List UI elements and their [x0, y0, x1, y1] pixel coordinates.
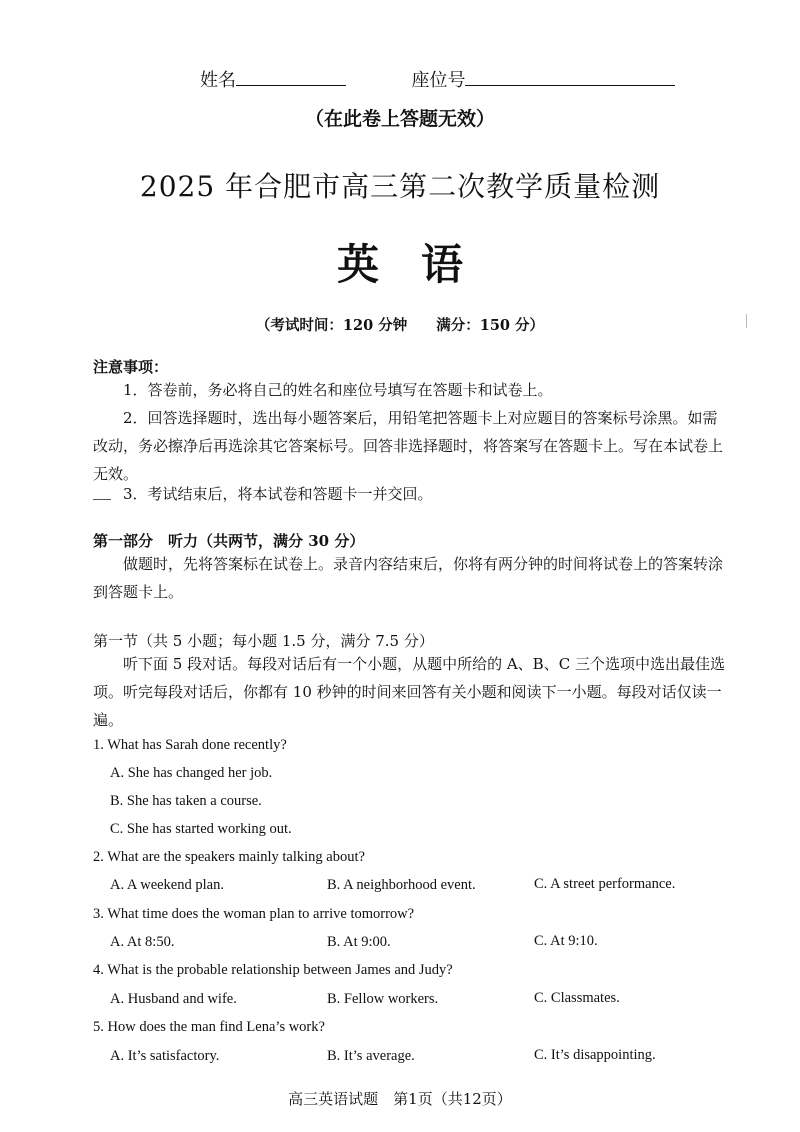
option-a: A. She has changed her job. [110, 765, 273, 781]
note-item-1: 1．答卷前，务必将自己的姓名和座位号填写在答题卡和试卷上。 [123, 381, 553, 399]
option-b: B. A neighborhood event. [327, 877, 476, 893]
invalid-note: （在此卷上答题无效） [304, 108, 495, 130]
name-seat-row [200, 66, 675, 92]
section1-heading: 第一节（共 5 小题；每小题 1.5 分，满分 7.5 分） [93, 632, 434, 650]
question-stem: 1. What has Sarah done recently? [93, 737, 287, 753]
option-a: A. A weekend plan. [110, 877, 224, 893]
option-b: B. At 9:00. [327, 934, 391, 950]
part1-heading: 第一部分 听力（共两节，满分 30 分） [93, 532, 365, 550]
option-b: B. It’s average. [327, 1048, 415, 1064]
section1-instruction: 听下面 5 段对话。每段对话后有一个小题，从题中所给的 A、B、C 三个选项中选出最佳选项。听完每段对话后，你都有 10 秒钟的时间来回答有关小题和阅读下一小题。每段对话仅读一遍。 [93, 655, 725, 729]
subject-title: 英 语 [336, 240, 463, 289]
question-stem: 4. What is the probable relationship between James and Judy? [93, 962, 453, 978]
question-stem: 5. How does the man find Lena’s work? [93, 1019, 325, 1035]
option-b: B. She has taken a course. [110, 793, 262, 809]
note-item-2: 2．回答选择题时，选出每小题答案后，用铅笔把答题卡上对应题目的答案标号涂黑。如需改动，务必擦净后再选涂其它答案标号。回答非选择题时，将答案写在答题卡上。写在本试卷上无效。 [93, 409, 724, 483]
name-label: 姓名 [200, 70, 236, 91]
option-c: C. She has started working out. [110, 821, 292, 837]
note-item-3: 3．考试结束后，将本试卷和答题卡一并交回。 [123, 485, 433, 503]
option-c: C. At 9:10. [534, 933, 598, 949]
option-a: A. It’s satisfactory. [110, 1048, 220, 1064]
option-a: A. At 8:50. [110, 934, 175, 950]
exam-title: 2025 年合肥市高三第二次教学质量检测 [139, 170, 661, 203]
option-c: C. Classmates. [534, 990, 620, 1006]
scan-mark [93, 499, 111, 500]
page-footer: 高三英语试题 第1页（共12页） [288, 1090, 512, 1108]
exam-info: （考试时间：120 分钟 满分：150 分） [255, 317, 545, 334]
option-b: B. Fellow workers. [327, 991, 439, 1007]
notes-title: 注意事项： [93, 358, 169, 376]
question-stem: 3. What time does the woman plan to arrive tomorrow? [93, 906, 415, 922]
name-blank [236, 67, 346, 86]
option-c: C. It’s disappointing. [534, 1047, 656, 1063]
question-stem: 2. What are the speakers mainly talking about? [93, 849, 365, 865]
part1-instruction: 做题时，先将答案标在试卷上。录音内容结束后，你将有两分钟的时间将试卷上的答案转涂到答题卡上。 [93, 555, 724, 601]
seat-blank [465, 67, 675, 86]
option-a: A. Husband and wife. [110, 991, 237, 1007]
scan-mark [746, 314, 747, 328]
seat-label: 座位号 [411, 70, 466, 91]
option-c: C. A street performance. [534, 876, 676, 892]
